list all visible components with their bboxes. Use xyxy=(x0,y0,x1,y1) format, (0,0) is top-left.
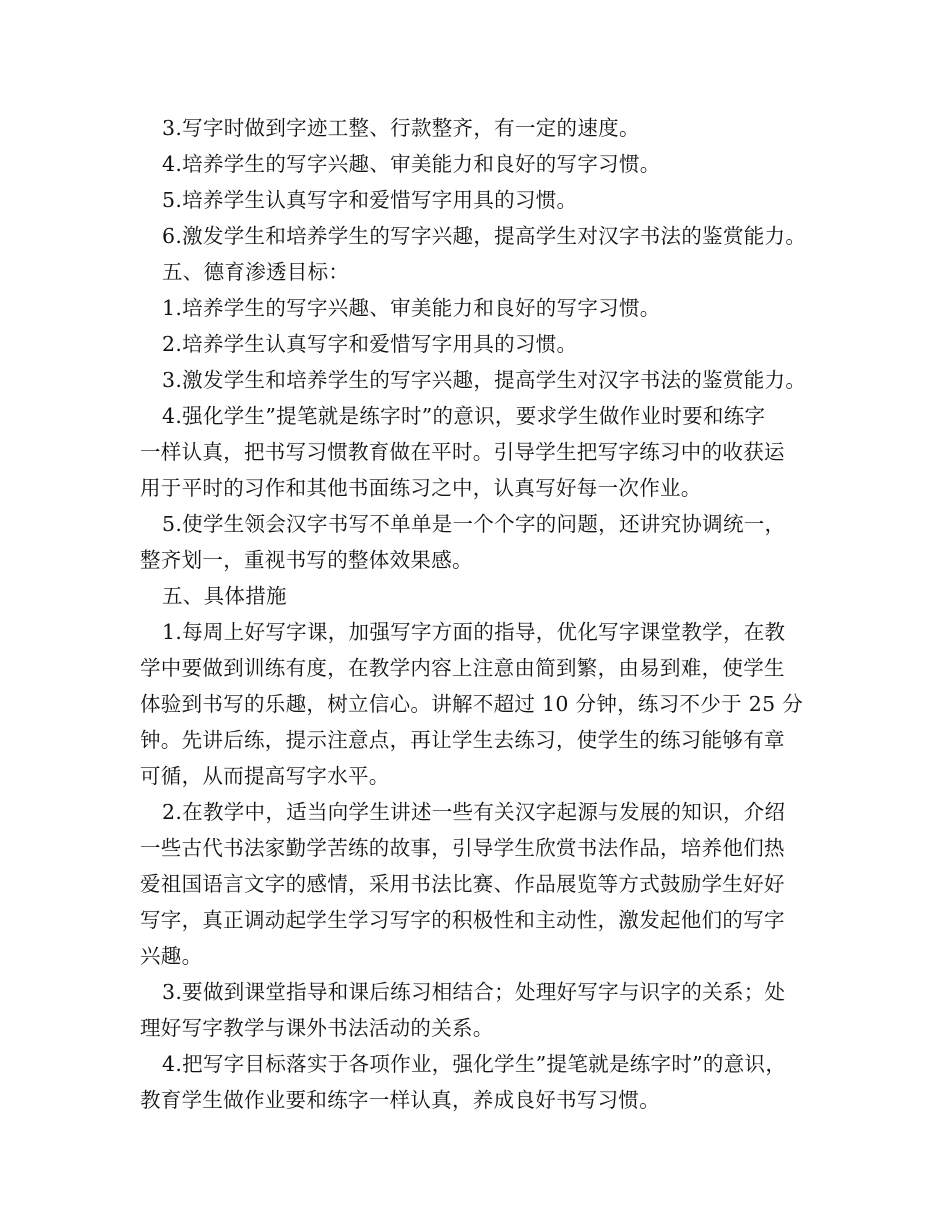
text-line: 一些古代书法家勤学苦练的故事，引导学生欣赏书法作品，培养他们热 xyxy=(140,836,785,860)
section-heading: 五、具体措施 xyxy=(162,584,287,608)
text-line: 4.强化学生”提笔就是练字时”的意识，要求学生做作业时要和练字 xyxy=(162,404,766,428)
text-line: 4.培养学生的写字兴趣、审美能力和良好的写字习惯。 xyxy=(162,152,661,176)
text-line: 1.培养学生的写字兴趣、审美能力和良好的写字习惯。 xyxy=(162,296,661,320)
text-line: 5.培养学生认真写字和爱惜写字用具的习惯。 xyxy=(162,188,578,212)
text-line: 6.激发学生和培养学生的写字兴趣，提高学生对汉字书法的鉴赏能力。 xyxy=(162,224,807,248)
text-line: 2.在教学中，适当向学生讲述一些有关汉字起源与发展的知识，介绍 xyxy=(162,800,786,824)
text-line: 整齐划一，重视书写的整体效果感。 xyxy=(140,548,473,572)
text-line: 一样认真，把书写习惯教育做在平时。引导学生把写字练习中的收获运 xyxy=(140,440,785,464)
text-line: 3.要做到课堂指导和课后练习相结合；处理好写字与识字的关系；处 xyxy=(162,980,786,1004)
text-line: 2.培养学生认真写字和爱惜写字用具的习惯。 xyxy=(162,332,578,356)
text-line: 理好写字教学与课外书法活动的关系。 xyxy=(140,1016,494,1040)
text-line: 用于平时的习作和其他书面练习之中，认真写好每一次作业。 xyxy=(140,476,702,500)
text-line: 爱祖国语言文字的感情，采用书法比赛、作品展览等方式鼓励学生好好 xyxy=(140,872,785,896)
text-line: 兴趣。 xyxy=(140,944,203,968)
text-line: 1.每周上好写字课，加强写字方面的指导，优化写字课堂教学，在教 xyxy=(162,620,786,644)
section-heading: 五、德育渗透目标： xyxy=(162,260,350,284)
text-line: 3.激发学生和培养学生的写字兴趣，提高学生对汉字书法的鉴赏能力。 xyxy=(162,368,807,392)
text-line: 可循，从而提高写字水平。 xyxy=(140,764,390,788)
text-line: 教育学生做作业要和练字一样认真，养成良好书写习惯。 xyxy=(140,1088,660,1112)
text-line: 钟。先讲后练，提示注意点，再让学生去练习，使学生的练习能够有章 xyxy=(140,728,785,752)
text-line: 5.使学生领会汉字书写不单单是一个个字的问题，还讲究协调统一， xyxy=(162,512,786,536)
text-line: 4.把写字目标落实于各项作业，强化学生”提笔就是练字时”的意识， xyxy=(162,1052,787,1076)
text-line: 体验到书写的乐趣，树立信心。讲解不超过 10 分钟，练习不少于 25 分 xyxy=(140,692,804,716)
text-line: 3.写字时做到字迹工整、行款整齐，有一定的速度。 xyxy=(162,116,640,140)
text-line: 写字，真正调动起学生学习写字的积极性和主动性，激发起他们的写字 xyxy=(140,908,785,932)
text-line: 学中要做到训练有度，在教学内容上注意由简到繁，由易到难，使学生 xyxy=(140,656,785,680)
